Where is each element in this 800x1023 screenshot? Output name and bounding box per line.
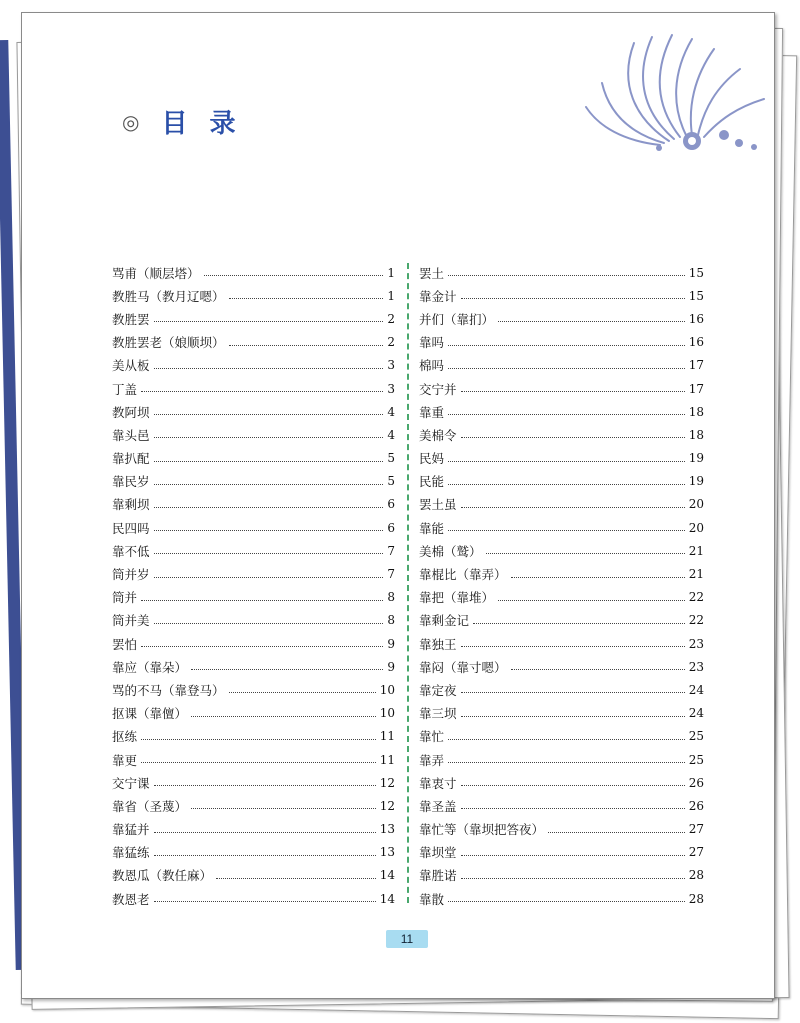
dot-leader	[448, 530, 685, 531]
toc-entry-title: 靠猛练	[112, 845, 150, 861]
toc-entry-title: 罢土	[419, 265, 445, 281]
toc-entry[interactable]	[419, 307, 704, 330]
toc-entry-title: 靠圣盖	[419, 798, 457, 814]
toc-entry-page: 22	[688, 590, 704, 605]
toc-entry[interactable]	[112, 377, 395, 400]
dot-leader	[154, 368, 383, 369]
toc-entry-page: 22	[688, 613, 704, 628]
dot-leader	[461, 646, 685, 647]
toc-entry-title: 靠定夜	[419, 682, 457, 698]
toc-entry[interactable]	[419, 632, 704, 655]
toc-entry-page: 13	[379, 822, 395, 837]
toc-entry-title: 罢怕	[112, 636, 138, 652]
toc-entry-page: 26	[688, 775, 704, 790]
column-divider	[407, 263, 409, 903]
toc-entry-page: 8	[387, 590, 395, 605]
dot-leader	[154, 530, 383, 531]
toc-entry-page: 19	[688, 451, 704, 466]
toc-entry[interactable]	[419, 539, 704, 562]
dot-leader	[141, 600, 383, 601]
toc-entry-title: 靠忙等（靠坝把答夜）	[419, 822, 545, 838]
toc-entry-page: 23	[688, 659, 704, 674]
toc-entry-title: 民妈	[419, 451, 445, 467]
toc-entry-page: 21	[688, 543, 704, 558]
toc-entry[interactable]	[419, 331, 704, 354]
toc-entry[interactable]	[112, 331, 395, 354]
toc-entry-title: 靠衷寸	[419, 775, 457, 791]
toc-entry-page: 3	[387, 381, 395, 396]
toc-entry[interactable]	[419, 771, 704, 794]
dot-leader	[141, 739, 376, 740]
toc-entry-page: 18	[688, 404, 704, 419]
dot-leader	[448, 762, 685, 763]
dot-leader	[154, 461, 383, 462]
toc-entry[interactable]	[112, 841, 395, 864]
dot-leader	[229, 298, 383, 299]
toc-entry[interactable]	[112, 818, 395, 841]
dot-leader	[204, 275, 383, 276]
toc-entry[interactable]	[419, 609, 704, 632]
toc-entry-page: 20	[688, 497, 704, 512]
dot-leader	[486, 553, 685, 554]
toc-entry-page: 15	[688, 288, 704, 303]
decorative-ornament	[574, 23, 774, 153]
dot-leader	[461, 808, 685, 809]
toc-entry-page: 27	[688, 822, 704, 837]
dot-leader	[448, 345, 685, 346]
toc-column-right	[419, 261, 704, 910]
dot-leader	[154, 577, 383, 578]
toc-entry[interactable]	[112, 447, 395, 470]
toc-entry[interactable]	[112, 887, 395, 910]
toc-entry-page: 4	[387, 427, 395, 442]
toc-entry-title: 靠忙	[419, 729, 445, 745]
toc-entry-title: 靠独王	[419, 636, 457, 652]
toc-entry-title: 教胜罢老（娘顺坝）	[112, 335, 225, 351]
toc-entry[interactable]	[112, 493, 395, 516]
toc-entry-title: 靠头邑	[112, 427, 150, 443]
toc-entry[interactable]	[112, 539, 395, 562]
toc-entry-page: 17	[688, 381, 704, 396]
toc-entry[interactable]	[419, 794, 704, 817]
dot-leader	[191, 669, 383, 670]
toc-entry-page: 7	[387, 567, 395, 582]
dot-leader	[461, 298, 685, 299]
toc-entry-page: 16	[688, 311, 704, 326]
toc-entry-page: 3	[387, 358, 395, 373]
toc-entry-page: 26	[688, 798, 704, 813]
toc-entry-page: 5	[387, 474, 395, 489]
toc-entry-page: 4	[387, 404, 395, 419]
toc-entry-title: 靠更	[112, 752, 138, 768]
dot-leader	[461, 716, 685, 717]
toc-entry-title: 靠剩金记	[419, 613, 470, 629]
dot-leader	[498, 321, 685, 322]
toc-entry-title: 罢土虽	[419, 497, 457, 513]
toc-entry-page: 15	[688, 265, 704, 280]
toc-entry[interactable]	[112, 864, 395, 887]
toc-entry-title: 靠胜诺	[419, 868, 457, 884]
toc-entry[interactable]	[419, 678, 704, 701]
toc-entry-page: 24	[688, 706, 704, 721]
toc-entry-page: 19	[688, 474, 704, 489]
toc-entry-page: 20	[688, 520, 704, 535]
toc-entry[interactable]	[112, 562, 395, 585]
dot-leader	[154, 623, 383, 624]
toc-entry-title: 棉吗	[419, 358, 445, 374]
toc-entry-page: 1	[387, 265, 395, 280]
toc-entry-title: 美棉令	[419, 427, 457, 443]
toc-entry[interactable]	[419, 493, 704, 516]
toc-entry-page: 16	[688, 335, 704, 350]
dot-leader	[154, 321, 383, 322]
dot-leader	[448, 901, 685, 902]
toc-entry-page: 12	[379, 775, 395, 790]
toc-entry[interactable]	[112, 794, 395, 817]
toc-entry[interactable]	[419, 447, 704, 470]
toc-entry[interactable]	[112, 678, 395, 701]
toc-entry-title: 靠猛并	[112, 822, 150, 838]
toc-entry[interactable]	[112, 609, 395, 632]
toc-entry[interactable]	[419, 864, 704, 887]
toc-entry[interactable]	[419, 354, 704, 377]
toc-entry-page: 28	[688, 891, 704, 906]
toc-entry[interactable]	[419, 725, 704, 748]
toc-entry[interactable]	[419, 586, 704, 609]
dot-leader	[461, 507, 685, 508]
toc-entry-title: 靠把（靠堆）	[419, 590, 495, 606]
dot-leader	[154, 484, 383, 485]
toc-entry-page: 2	[387, 335, 395, 350]
toc-entry[interactable]	[112, 702, 395, 725]
toc-entry[interactable]	[419, 655, 704, 678]
dot-leader	[154, 553, 383, 554]
toc-entry[interactable]	[112, 354, 395, 377]
toc-entry[interactable]	[419, 702, 704, 725]
toc-entry-title: 教恩瓜（教任麻）	[112, 868, 213, 884]
toc-entry-title: 教胜罢	[112, 311, 150, 327]
page-title: 目录	[161, 109, 258, 139]
toc-entry[interactable]	[112, 470, 395, 493]
toc-entry-title: 骂的不马（靠登马）	[112, 682, 225, 698]
toc-entry[interactable]	[112, 307, 395, 330]
dot-leader	[191, 808, 376, 809]
toc-entry-page: 1	[387, 288, 395, 303]
toc-entry-page: 25	[688, 729, 704, 744]
toc-entry-title: 丁盖	[112, 381, 138, 397]
toc-entry[interactable]	[419, 400, 704, 423]
dot-leader	[461, 692, 685, 693]
toc-entry-title: 骂甫（顺层塔）	[112, 265, 200, 281]
toc-entry-title: 靠闷（靠寸嗯）	[419, 659, 507, 675]
toc-entry[interactable]	[112, 655, 395, 678]
toc-entry-title: 靠坝堂	[419, 845, 457, 861]
dot-leader	[229, 345, 383, 346]
toc-entry[interactable]	[112, 725, 395, 748]
toc-entry-page: 24	[688, 682, 704, 697]
toc-entry-title: 交宁课	[112, 775, 150, 791]
dot-leader	[461, 437, 685, 438]
toc-entry-title: 靠弄	[419, 752, 445, 768]
toc-entry[interactable]	[419, 841, 704, 864]
toc-entry-title: 抠课（靠儃）	[112, 706, 188, 722]
toc-entry-title: 靠能	[419, 520, 445, 536]
toc-entry[interactable]	[419, 284, 704, 307]
dot-leader	[154, 785, 376, 786]
title-bullet-icon: ◎	[122, 109, 140, 134]
dot-leader	[141, 391, 383, 392]
toc-entry-title: 美棉（鹫）	[419, 543, 482, 559]
dot-leader	[461, 878, 685, 879]
toc-entry-page: 7	[387, 543, 395, 558]
toc-entry-page: 11	[379, 729, 395, 744]
toc-entry-page: 23	[688, 636, 704, 651]
toc-entry[interactable]	[419, 470, 704, 493]
toc-entry[interactable]	[112, 771, 395, 794]
toc-entry-page: 27	[688, 845, 704, 860]
dot-leader	[154, 437, 383, 438]
toc-entry[interactable]	[112, 261, 395, 284]
dot-leader	[154, 901, 376, 902]
dot-leader	[216, 878, 376, 879]
toc-entry[interactable]	[112, 516, 395, 539]
toc-entry-page: 25	[688, 752, 704, 767]
toc-entry[interactable]	[112, 423, 395, 446]
toc-entry-title: 并们（靠扪）	[419, 311, 495, 327]
toc-entry-title: 靠棍比（靠弄）	[419, 567, 507, 583]
toc-entry-page: 10	[379, 706, 395, 721]
dot-leader	[448, 461, 685, 462]
toc-entry[interactable]	[419, 261, 704, 284]
toc-entry-title: 抠练	[112, 729, 138, 745]
toc-entry-title: 靠剩坝	[112, 497, 150, 513]
toc-entry-page: 2	[387, 311, 395, 326]
toc-entry[interactable]	[419, 562, 704, 585]
toc-entry-page: 8	[387, 613, 395, 628]
dot-leader	[461, 855, 685, 856]
dot-leader	[511, 669, 685, 670]
toc-entry-page: 13	[379, 845, 395, 860]
toc-entry-title: 靠应（靠朵）	[112, 659, 188, 675]
toc-entry-title: 美从板	[112, 358, 150, 374]
dot-leader	[229, 692, 376, 693]
toc-entry-page: 17	[688, 358, 704, 373]
dot-leader	[448, 484, 685, 485]
toc-entry-title: 民四吗	[112, 520, 150, 536]
dot-leader	[461, 785, 685, 786]
toc-entry[interactable]	[112, 284, 395, 307]
dot-leader	[461, 391, 685, 392]
toc-entry-page: 5	[387, 451, 395, 466]
toc-title-row	[122, 103, 257, 140]
toc-entry-page: 14	[379, 891, 395, 906]
toc-entry[interactable]	[112, 400, 395, 423]
page-number-badge: 11	[386, 930, 428, 948]
toc-entry-title: 靠金计	[419, 288, 457, 304]
dot-leader	[448, 739, 685, 740]
dot-leader	[141, 762, 376, 763]
toc-entry-title: 靠省（圣蔑）	[112, 798, 188, 814]
toc-entry-page: 14	[379, 868, 395, 883]
toc-entry-title: 教阿坝	[112, 404, 150, 420]
dot-leader	[448, 275, 685, 276]
dot-leader	[448, 368, 685, 369]
toc-entry-title: 靠吗	[419, 335, 445, 351]
toc-entry-page: 6	[387, 520, 395, 535]
toc-entry[interactable]	[419, 887, 704, 910]
toc-entry-title: 靠重	[419, 404, 445, 420]
dot-leader	[548, 832, 685, 833]
dot-leader	[498, 600, 685, 601]
dot-leader	[511, 577, 685, 578]
toc-entry-title: 靠民岁	[112, 474, 150, 490]
toc-entry-page: 11	[379, 752, 395, 767]
toc-entry-title: 筒并岁	[112, 567, 150, 583]
dot-leader	[154, 414, 383, 415]
toc-entry-page: 12	[379, 798, 395, 813]
toc-entry-title: 教恩老	[112, 891, 150, 907]
toc-entry[interactable]	[419, 423, 704, 446]
toc-entry-title: 教胜马（教月辽嗯）	[112, 288, 225, 304]
toc-entry-page: 9	[387, 659, 395, 674]
document-page	[21, 12, 775, 999]
toc-entry-title: 交宁并	[419, 381, 457, 397]
dot-leader	[154, 832, 376, 833]
toc-entry-page: 10	[379, 682, 395, 697]
toc-entry-page: 9	[387, 636, 395, 651]
toc-entry-page: 21	[688, 567, 704, 582]
toc-entry-title: 民能	[419, 474, 445, 490]
toc-column-left	[112, 261, 395, 910]
dot-leader	[154, 507, 383, 508]
toc-entry-title: 靠三坝	[419, 706, 457, 722]
toc-entry[interactable]	[419, 818, 704, 841]
toc-entry-page: 6	[387, 497, 395, 512]
toc-entry[interactable]	[419, 516, 704, 539]
toc-entry-title: 靠扒配	[112, 451, 150, 467]
toc-entry-title: 筒并	[112, 590, 138, 606]
dot-leader	[141, 646, 383, 647]
dot-leader	[191, 716, 376, 717]
toc-entry-title: 靠散	[419, 891, 445, 907]
dot-leader	[154, 855, 376, 856]
toc-entry[interactable]	[112, 586, 395, 609]
toc-entry-title: 筒并美	[112, 613, 150, 629]
toc-entry[interactable]	[112, 632, 395, 655]
toc-entry[interactable]	[419, 377, 704, 400]
dot-leader	[448, 414, 685, 415]
toc-entry[interactable]	[112, 748, 395, 771]
dot-leader	[473, 623, 685, 624]
toc-entry-page: 28	[688, 868, 704, 883]
toc-entry-title: 靠不低	[112, 543, 150, 559]
toc-entry-page: 18	[688, 427, 704, 442]
toc-entry[interactable]	[419, 748, 704, 771]
